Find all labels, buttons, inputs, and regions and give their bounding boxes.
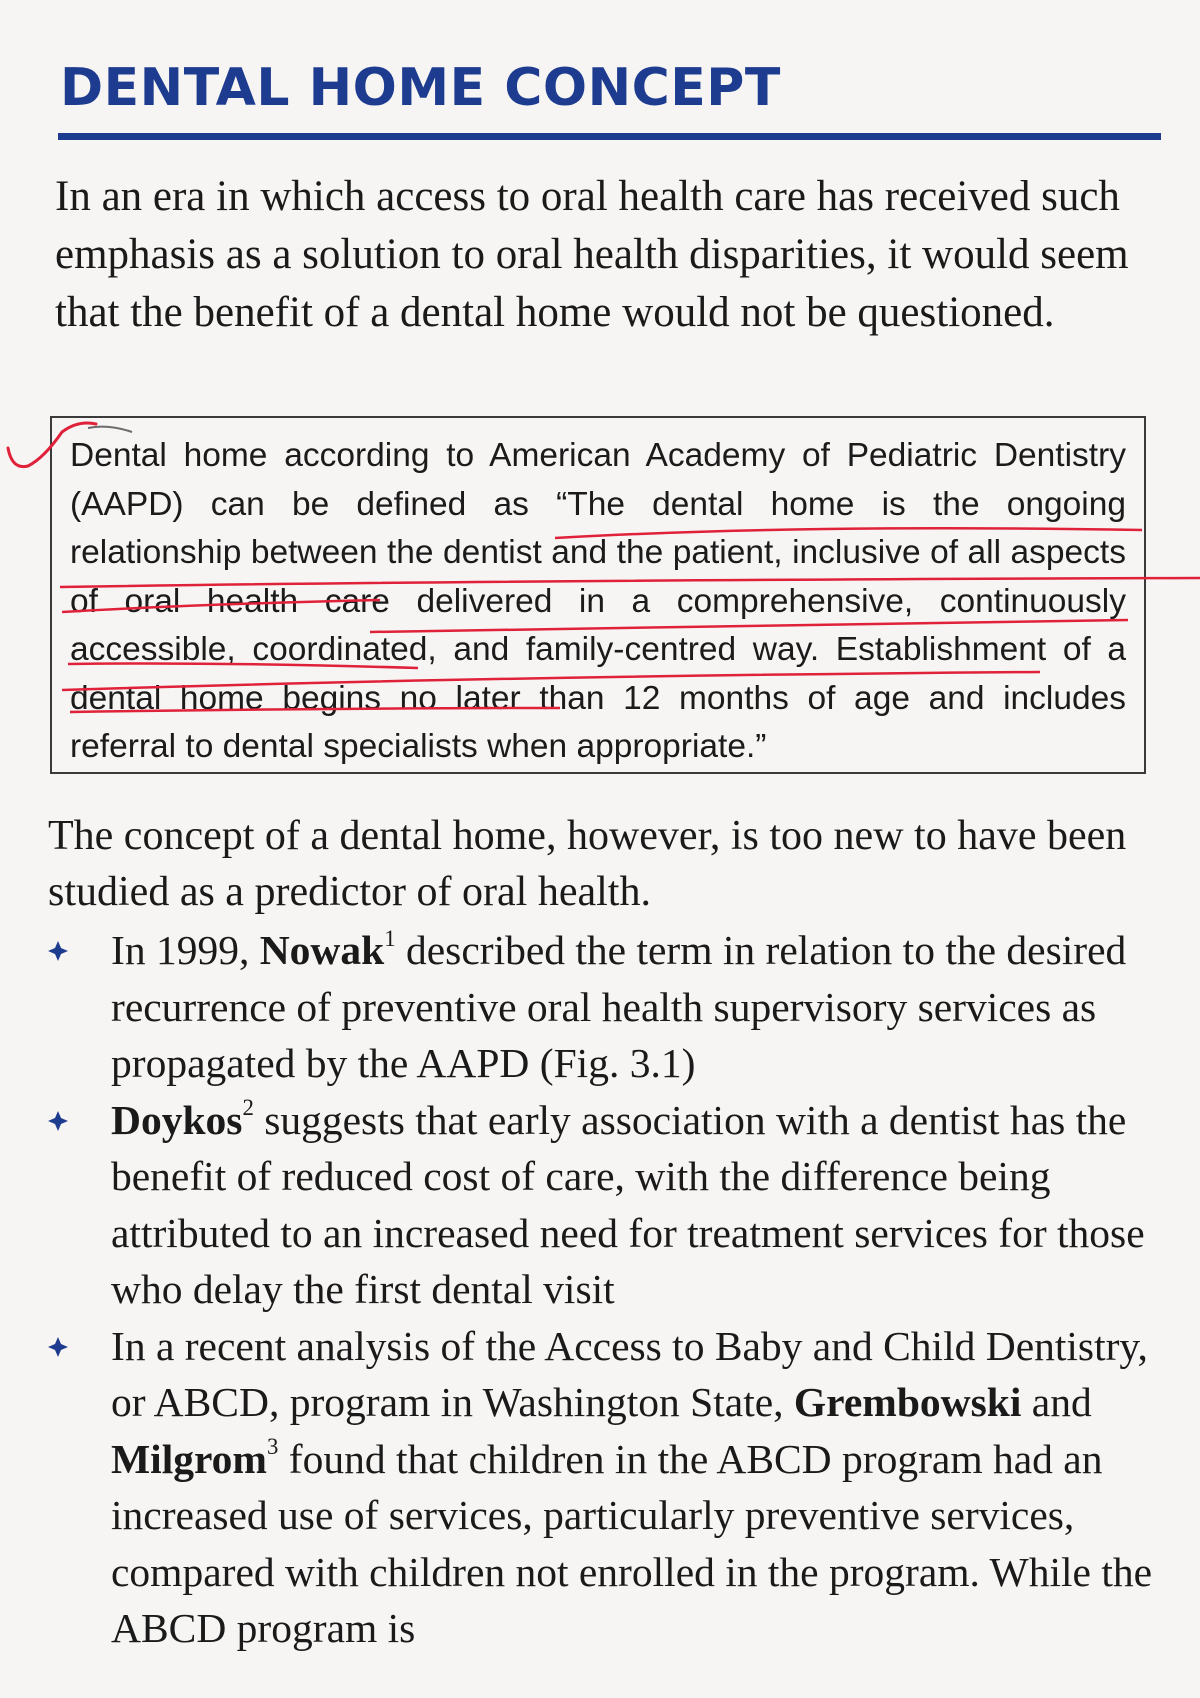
- author-milgrom: Milgrom: [111, 1435, 267, 1482]
- intro-paragraph: In an era in which access to oral health care has received such emphasis as a solution to oral health disparities, it would seem that the benefit of a dental home would not be questioned.: [55, 173, 1129, 336]
- list-item: In a recent analysis of the Access to Baby and Child Dentistry, or ABCD, program in Washington State, Grembowski and Milgrom$^3$ found that children in the ABCD program had an increased use of services, particularly preventive services, compared with children not enrolled in the program. While the ABCD program is: [45, 1318, 1160, 1657]
- concept-paragraph: The concept of a dental home, however, is too new to have been studied as a predictor of oral health.: [48, 813, 1127, 915]
- heading-underline: [58, 133, 1161, 140]
- section-heading: DENTAL HOME CONCEPT: [60, 58, 781, 118]
- author-doykos: Doykos: [111, 1096, 243, 1143]
- reference-list: [45, 922, 1160, 1657]
- list-item: In 1999, Nowak$^1$ described the term in relation to the desired recurrence of preventive oral health supervisory services as propagated by the AAPD (Fig. 3.1): [45, 922, 1160, 1092]
- author-grembowski: Grembowski: [793, 1379, 1022, 1425]
- diamond-bullet-icon: [47, 1336, 69, 1358]
- definition-box: [50, 416, 1146, 774]
- diamond-bullet-icon: [47, 1110, 69, 1132]
- definition-lead: Dental home according to American Academy of Pediatric Dentistry (AAPD) can be defined as: [70, 437, 1126, 523]
- list-item: Doykos$^2$ suggests that early association with a dentist has the benefit of reduced cost of care, with the difference being attributed to an increased need for treatment services for those who delay the first dental visit: [45, 1092, 1160, 1318]
- definition-quote: “The dental home is the ongoing relationship between the dentist and the patient, inclusive of all aspects of oral health care delivered in a comprehensive, continuously accessible, coordinated, and family-centred way. Establishment of a dental home begins no later than 12 months of age and includes referral to dental specialists when appropriate.”: [70, 485, 1126, 765]
- author-nowak: Nowak: [259, 927, 385, 973]
- diamond-bullet-icon: [47, 940, 69, 962]
